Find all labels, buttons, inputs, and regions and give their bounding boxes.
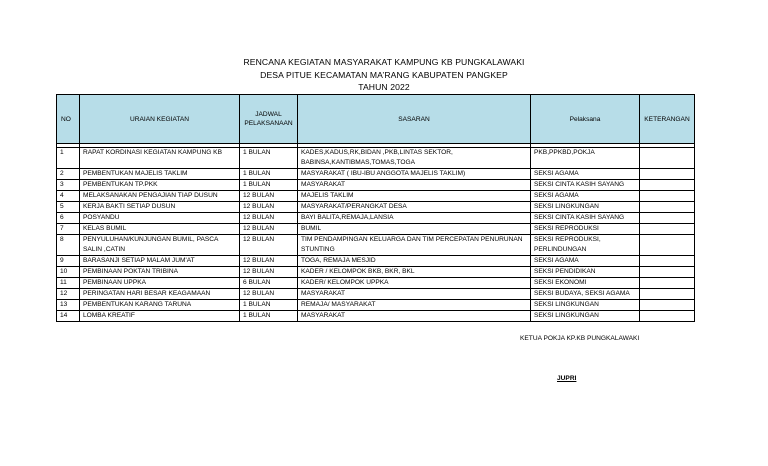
cell-keterangan [640,235,695,256]
cell-pelaksana: SEKSI LINGKUNGAN [531,311,640,322]
table-row [57,289,695,300]
cell-jadwal: 12 BULAN [240,224,298,235]
header-sasaran: SASARAN [298,95,531,144]
cell-jadwal: 12 BULAN [240,213,298,224]
cell-jadwal: 6 BULAN [240,278,298,289]
cell-pelaksana: SEKSI LINGKUNGAN [531,202,640,213]
cell-pelaksana: SEKSI BUDAYA, SEKSI AGAMA [531,289,640,300]
cell-sasaran: TIM PENDAMPINGAN KELUARGA DAN TIM PERCEPATAN PENURUNAN STUNTING [298,235,531,256]
cell-uraian: LOMBA KREATIF [80,311,240,322]
cell-jadwal: 12 BULAN [240,289,298,300]
cell-sasaran: MASYARAKAT [298,180,531,191]
cell-sasaran: MAJELIS TAKLIM [298,191,531,202]
cell-no: 6 [57,213,80,224]
cell-keterangan [640,180,695,191]
table-row [57,300,695,311]
cell-jadwal: 12 BULAN [240,202,298,213]
cell-sasaran: BUMIL [298,224,531,235]
cell-pelaksana: SEKSI CINTA KASIH SAYANG [531,180,640,191]
table-row [57,256,695,267]
cell-uraian: PEMBINAAN UPPKA [80,278,240,289]
cell-jadwal: 1 BULAN [240,311,298,322]
cell-no: 2 [57,169,80,180]
table-row [57,224,695,235]
table-row [57,278,695,289]
cell-sasaran: MASYARAKAT/PERANGKAT DESA [298,202,531,213]
cell-pelaksana: SEKSI AGAMA [531,191,640,202]
cell-keterangan [640,300,695,311]
header-keterangan: KETERANGAN [640,95,695,144]
cell-jadwal: 1 BULAN [240,300,298,311]
cell-keterangan [640,278,695,289]
cell-jadwal: 1 BULAN [240,148,298,169]
cell-uraian: PEMBENTUKAN TP.PKK [80,180,240,191]
header-jadwal: JADWAL PELAKSANAAN [240,95,298,144]
cell-sasaran: KADES,KADUS,RK,BIDAN ,PKB,LINTAS SEKTOR, BABINSA,KANTIBMAS,TOMAS,TOGA [298,148,531,169]
cell-uraian: PEMBENTUKAN KARANG TARUNA [80,300,240,311]
cell-keterangan [640,311,695,322]
document-title: RENCANA KEGIATAN MASYARAKAT KAMPUNG KB PUNGKALAWAKI [243,57,525,67]
cell-jadwal: 12 BULAN [240,256,298,267]
signatory-role: KETUA POKJA KP.KB PUNGKALAWAKI [520,335,640,342]
cell-sasaran: MASYARAKAT [298,289,531,300]
cell-no: 8 [57,235,80,256]
cell-keterangan [640,169,695,180]
cell-sasaran: MASYARAKAT ( IBU-IBU ANGGOTA MAJELIS TAKLIM) [298,169,531,180]
cell-no: 12 [57,289,80,300]
signatory-name: JUPRI [557,375,577,382]
table-row [57,180,695,191]
cell-uraian: BARASANJI SETIAP MALAM JUM'AT [80,256,240,267]
cell-uraian: PERINGATAN HARI BESAR KEAGAMAAN [80,289,240,300]
activity-table [56,94,695,322]
cell-no: 9 [57,256,80,267]
document-year: TAHUN 2022 [358,82,410,92]
cell-keterangan [640,256,695,267]
cell-keterangan [640,148,695,169]
table-row [57,267,695,278]
cell-no: 3 [57,180,80,191]
cell-uraian: PEMBENTUKAN MAJELIS TAKLIM [80,169,240,180]
cell-keterangan [640,191,695,202]
document-subtitle: DESA PITUE KECAMATAN MA’RANG KABUPATEN PANGKEP [260,70,508,80]
header-no: NO [57,95,80,144]
table-row [57,213,695,224]
cell-no: 14 [57,311,80,322]
cell-pelaksana: SEKSI CINTA KASIH SAYANG [531,213,640,224]
cell-jadwal: 12 BULAN [240,191,298,202]
table-row [57,235,695,256]
cell-no: 5 [57,202,80,213]
cell-no: 1 [57,148,80,169]
cell-jadwal: 12 BULAN [240,235,298,256]
cell-jadwal: 1 BULAN [240,169,298,180]
cell-no: 11 [57,278,80,289]
cell-keterangan [640,224,695,235]
cell-uraian: POSYANDU [80,213,240,224]
table-row [57,169,695,180]
header-uraian: URAIAN KEGIATAN [80,95,240,144]
cell-uraian: KELAS BUMIL [80,224,240,235]
table-row [57,202,695,213]
cell-pelaksana: SEKSI REPRODUKSI, PERLINDUNGAN [531,235,640,256]
cell-keterangan [640,289,695,300]
cell-no: 7 [57,224,80,235]
cell-sasaran: REMAJA/ MASYARAKAT [298,300,531,311]
cell-sasaran: KADER / KELOMPOK BKB, BKR, BKL [298,267,531,278]
cell-pelaksana: SEKSI PENDIDIKAN [531,267,640,278]
cell-pelaksana: SEKSI AGAMA [531,169,640,180]
cell-keterangan [640,213,695,224]
cell-pelaksana: SEKSI EKONOMI [531,278,640,289]
cell-no: 4 [57,191,80,202]
cell-pelaksana: SEKSI REPRODUKSI [531,224,640,235]
cell-jadwal: 12 BULAN [240,267,298,278]
cell-no: 13 [57,300,80,311]
cell-keterangan [640,267,695,278]
cell-uraian: PEMBINAAN POKTAN TRIBINA [80,267,240,278]
cell-keterangan [640,202,695,213]
cell-sasaran: BAYI BALITA,REMAJA,LANSIA [298,213,531,224]
cell-uraian: KERJA BAKTI SETIAP DUSUN [80,202,240,213]
cell-pelaksana: SEKSI LINGKUNGAN [531,300,640,311]
header-pelaksana: Pelaksana [531,95,640,144]
cell-pelaksana: PKB,PPKBD,POKJA [531,148,640,169]
table-header-row [57,95,695,144]
cell-uraian: MELAKSANAKAN PENGAJIAN TIAP DUSUN [80,191,240,202]
cell-sasaran: MASYARAKAT [298,311,531,322]
cell-pelaksana: SEKSI AGAMA [531,256,640,267]
table-row [57,148,695,169]
cell-no: 10 [57,267,80,278]
cell-uraian: RAPAT KORDINASI KEGIATAN KAMPUNG KB [80,148,240,169]
cell-sasaran: KADER/ KELOMPOK UPPKA [298,278,531,289]
cell-jadwal: 1 BULAN [240,180,298,191]
cell-uraian: PENYULUHAN/KUNJUNGAN BUMIL, PASCA SALIN ,CATIN [80,235,240,256]
table-row [57,191,695,202]
cell-sasaran: TOGA, REMAJA MESJID [298,256,531,267]
table-row [57,311,695,322]
